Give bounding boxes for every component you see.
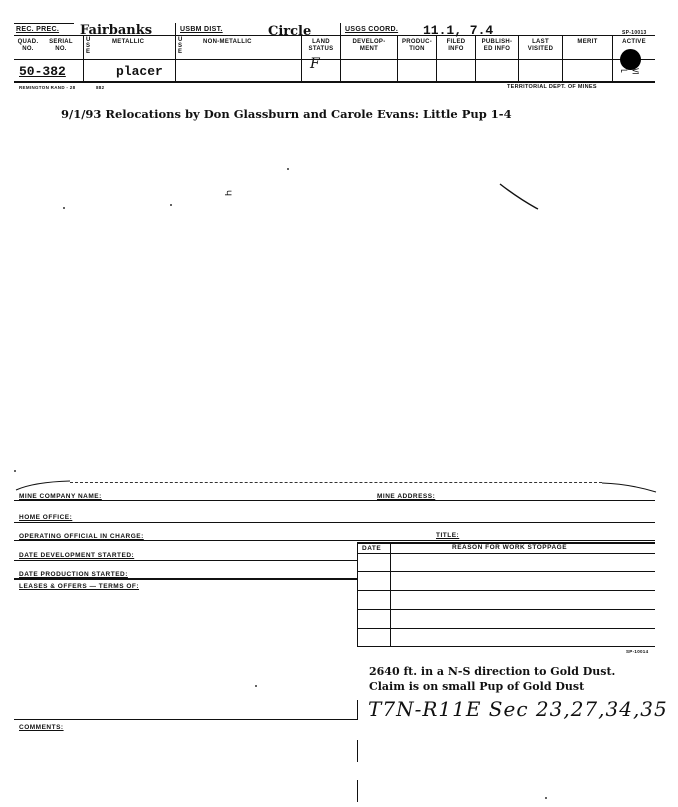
reason-column-header: REASON FOR WORK STOPPAGE xyxy=(452,544,568,551)
curl-right xyxy=(600,480,660,494)
active-check-mark: ⌐ ≤ xyxy=(620,66,640,77)
home-office-label: HOME OFFICE: xyxy=(19,514,73,521)
rec-prec-value: Fairbanks xyxy=(80,23,153,38)
comments-label: COMMENTS: xyxy=(19,724,64,731)
date-development-label: DATE DEVELOPMENT STARTED: xyxy=(19,552,135,559)
date-column-header: DATE xyxy=(362,545,382,552)
speck-6 xyxy=(545,797,547,799)
column-quad-no: QUAD. NO. xyxy=(17,39,39,52)
comment-line-1: 2640 ft. in a N-S direction to Gold Dust. xyxy=(369,665,616,678)
column-active: ACTIVE xyxy=(622,39,646,45)
usgs-coord-label: USGS COORD. xyxy=(345,26,399,33)
usgs-dist-value: Circle xyxy=(268,24,312,39)
speck-2 xyxy=(170,204,172,206)
metallic-value: placer xyxy=(116,64,163,79)
stray-mark: Ч xyxy=(223,190,233,196)
speck-5 xyxy=(255,685,257,687)
printer-code: 882 xyxy=(96,85,105,90)
column-merit: MERIT xyxy=(577,39,598,45)
column-development: DEVELOP- MENT xyxy=(352,39,386,52)
leases-offers-label: LEASES & OFFERS — TERMS OF: xyxy=(19,583,140,590)
column-use-codes: U S E xyxy=(86,37,91,55)
column-last-visited: LAST VISITED xyxy=(527,39,554,52)
department-imprint: TERRITORIAL DEPT. OF MINES xyxy=(507,84,597,90)
date-production-label: DATE PRODUCTION STARTED: xyxy=(19,571,128,578)
speck-3 xyxy=(287,168,289,170)
mine-address-label: MINE ADDRESS: xyxy=(377,493,436,500)
form-number-2: SP-10014 xyxy=(626,649,649,654)
printer-imprint: REMINGTON RAND - 28 xyxy=(19,85,76,90)
operating-official-label: OPERATING OFFICIAL IN CHARGE: xyxy=(19,533,144,540)
mine-company-label: MINE COMPANY NAME: xyxy=(19,493,102,500)
rec-prec-label: REC. PREC. xyxy=(16,26,60,33)
curl-left xyxy=(14,478,74,492)
handwritten-location: T7N-R11E Sec 23,27,34,35 xyxy=(368,697,668,721)
comment-line-2: Claim is on small Pup of Gold Dust xyxy=(369,680,585,693)
column-serial-no: SERIAL NO. xyxy=(49,39,73,52)
usgs-coord-value: 11.1, 7.4 xyxy=(423,23,494,38)
pencil-stroke xyxy=(498,182,542,212)
column-production: PRODUC- TION xyxy=(401,39,433,52)
column-non-metallic: NON-METALLIC xyxy=(203,39,252,45)
column-land-status: LAND STATUS xyxy=(308,39,334,52)
title-label: TITLE: xyxy=(436,532,460,539)
serial-number-value: 50-382 xyxy=(19,64,66,79)
usgs-dist-label: USBM DIST. xyxy=(180,26,223,33)
column-filed-info: FILED INFO xyxy=(446,39,466,52)
speck-1 xyxy=(63,207,65,209)
column-published-info: PUBLISH- ED INFO xyxy=(481,39,513,52)
column-use-codes-2: U S E xyxy=(178,37,183,55)
speck-4 xyxy=(14,470,16,472)
relocation-note: 9/1/93 Relocations by Don Glassburn and Carole Evans: Little Pup 1-4 xyxy=(61,107,512,121)
column-metallic: METALLIC xyxy=(112,39,145,45)
land-status-value: F xyxy=(310,56,320,72)
form-number: SP-10013 xyxy=(622,30,647,36)
